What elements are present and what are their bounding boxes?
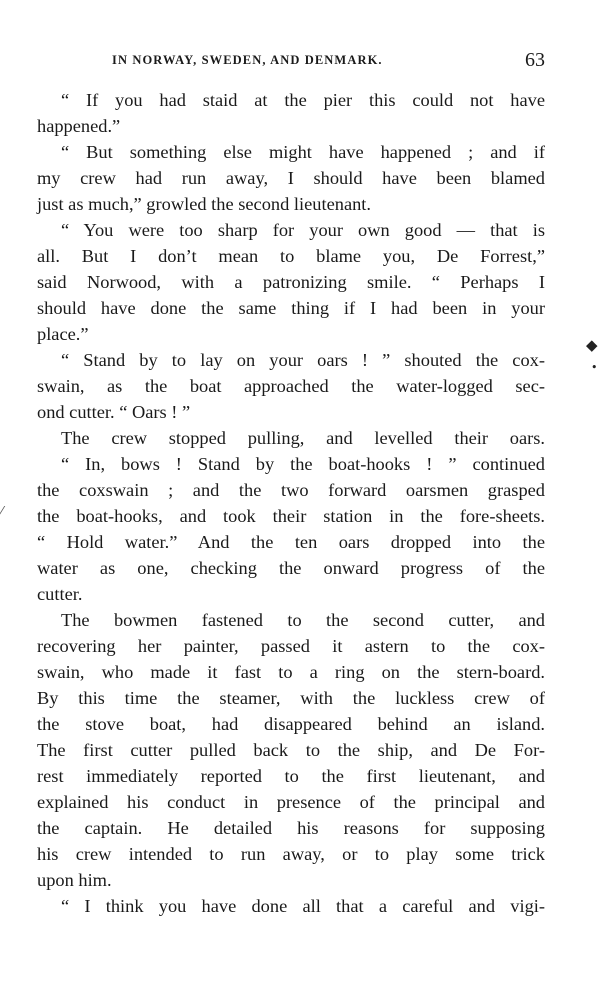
text-line: my crew had run away, I should have been blamed — [37, 168, 545, 188]
text-line: The crew stopped pulling, and levelled their oars. — [61, 428, 545, 448]
text-line: the stove boat, had disappeared behind an island. — [37, 714, 545, 734]
text-line: recovering her painter, passed it astern to the cox- — [37, 636, 545, 656]
page-header — [112, 49, 545, 73]
ink-speck-mark: • — [591, 361, 598, 374]
text-line: upon him. — [37, 870, 112, 890]
text-line: rest immediately reported to the first lieutenant, and — [37, 766, 545, 786]
text-line: “ Hold water.” And the ten oars dropped into the — [37, 532, 545, 552]
text-line: The bowmen fastened to the second cutter, and — [61, 610, 545, 630]
text-line: happened.” — [37, 116, 121, 136]
text-line: “ You were too sharp for your own good — that is — [61, 220, 545, 240]
text-line: “ In, bows ! Stand by the boat-hooks ! ” continued — [61, 454, 545, 474]
text-line: The first cutter pulled back to the ship, and De For- — [37, 740, 545, 760]
text-line: said Norwood, with a patronizing smile. “ Perhaps I — [37, 272, 545, 292]
text-line: all. But I don’t mean to blame you, De Forrest,” — [37, 246, 545, 266]
text-line: the coxswain ; and the two forward oarsmen grasped — [37, 480, 545, 500]
ink-speck-mark: ◆ — [586, 336, 598, 354]
body-text — [37, 87, 545, 919]
text-line: water as one, checking the onward progress of the — [37, 558, 545, 578]
text-line: just as much,” growled the second lieutenant. — [37, 194, 372, 214]
text-line: cutter. — [37, 584, 83, 604]
text-line: ond cutter. “ Oars ! ” — [37, 402, 191, 422]
text-line: should have done the same thing if I had been in your — [37, 298, 545, 318]
text-line: “ I think you have done all that a careful and vigi- — [61, 896, 545, 916]
margin-tick-mark: ⁄ — [1, 504, 4, 518]
text-line: swain, as the boat approached the water-logged sec- — [37, 376, 545, 396]
text-line: the captain. He detailed his reasons for supposing — [37, 818, 545, 838]
running-title: IN NORWAY, SWEDEN, AND DENMARK. — [112, 53, 383, 67]
text-line: the boat-hooks, and took their station in the fore-sheets. — [37, 506, 545, 526]
text-line: “ If you had staid at the pier this could not have — [61, 90, 545, 110]
text-line: explained his conduct in presence of the principal and — [37, 792, 545, 812]
text-line: swain, who made it fast to a ring on the stern-board. — [37, 662, 545, 682]
text-line: “ Stand by to lay on your oars ! ” shouted the cox- — [61, 350, 545, 370]
text-line: By this time the steamer, with the luckless crew of — [37, 688, 545, 708]
page-number: 63 — [525, 49, 545, 71]
text-line: his crew intended to run away, or to play some trick — [37, 844, 545, 864]
text-line: “ But something else might have happened ; and if — [61, 142, 545, 162]
text-line: place.” — [37, 324, 89, 344]
